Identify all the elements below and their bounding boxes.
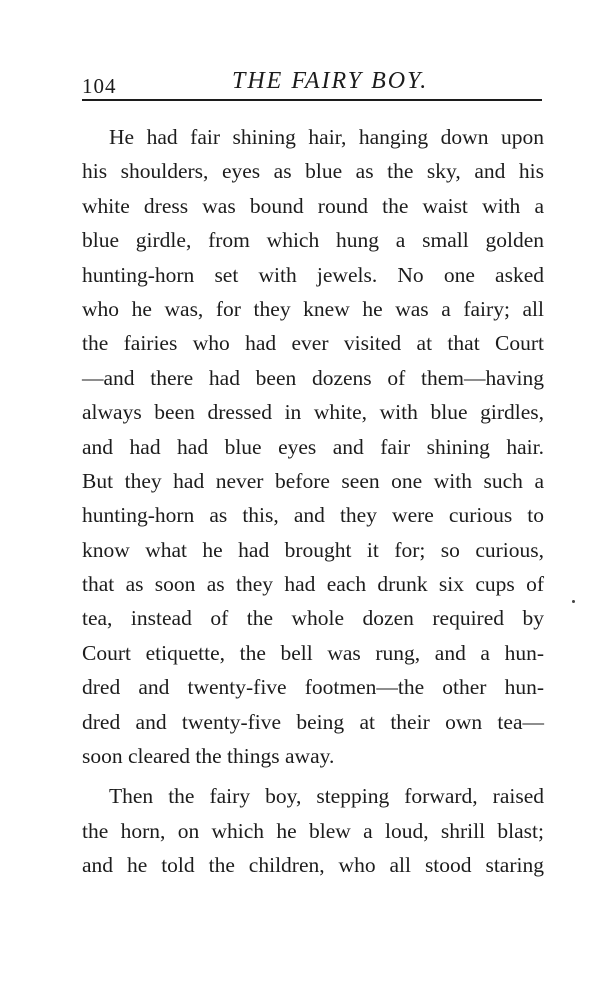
text-line: always been dressed in white, with blue girdles,: [82, 400, 544, 425]
text-line: Then the fairy boy, stepping forward, raised: [109, 784, 544, 809]
text-line: the fairies who had ever visited at that Court: [82, 331, 544, 356]
paragraph-2: [82, 779, 544, 882]
running-title: THE FAIRY BOY.: [232, 68, 429, 94]
text-line: dred and twenty-five being at their own tea—: [82, 709, 544, 734]
body-text: [82, 120, 544, 883]
text-line: hunting-horn as this, and they were curious to: [82, 503, 544, 528]
text-line: know what he had brought it for; so curious,: [82, 537, 544, 562]
text-line: Court etiquette, the bell was rung, and a hun-: [82, 640, 544, 665]
text-line: blue girdle, from which hung a small golden: [82, 228, 544, 253]
text-line: —and there had been dozens of them—having: [82, 365, 544, 390]
paragraph-1: [82, 120, 544, 773]
ink-speck: [572, 600, 575, 603]
text-line: his shoulders, eyes as blue as the sky, and his: [82, 159, 544, 184]
text-line: tea, instead of the whole dozen required by: [82, 606, 544, 631]
page-number: 104: [82, 74, 117, 98]
text-line: that as soon as they had each drunk six cups of: [82, 572, 544, 597]
text-line: white dress was bound round the waist with a: [82, 193, 544, 218]
text-line: the horn, on which he blew a loud, shrill blast;: [82, 818, 544, 843]
text-line: soon cleared the things away.: [82, 744, 335, 769]
header-rule: [82, 99, 542, 101]
text-line: But they had never before seen one with such a: [82, 468, 544, 493]
text-line: He had fair shining hair, hanging down upon: [109, 125, 544, 149]
text-line: dred and twenty-five footmen—the other hun-: [82, 675, 544, 700]
text-line: and he told the children, who all stood staring: [82, 853, 544, 878]
text-line: who he was, for they knew he was a fairy; all: [82, 296, 544, 321]
text-line: and had had blue eyes and fair shining hair.: [82, 434, 544, 459]
text-line: hunting-horn set with jewels. No one asked: [82, 262, 544, 287]
running-head: [82, 66, 542, 96]
